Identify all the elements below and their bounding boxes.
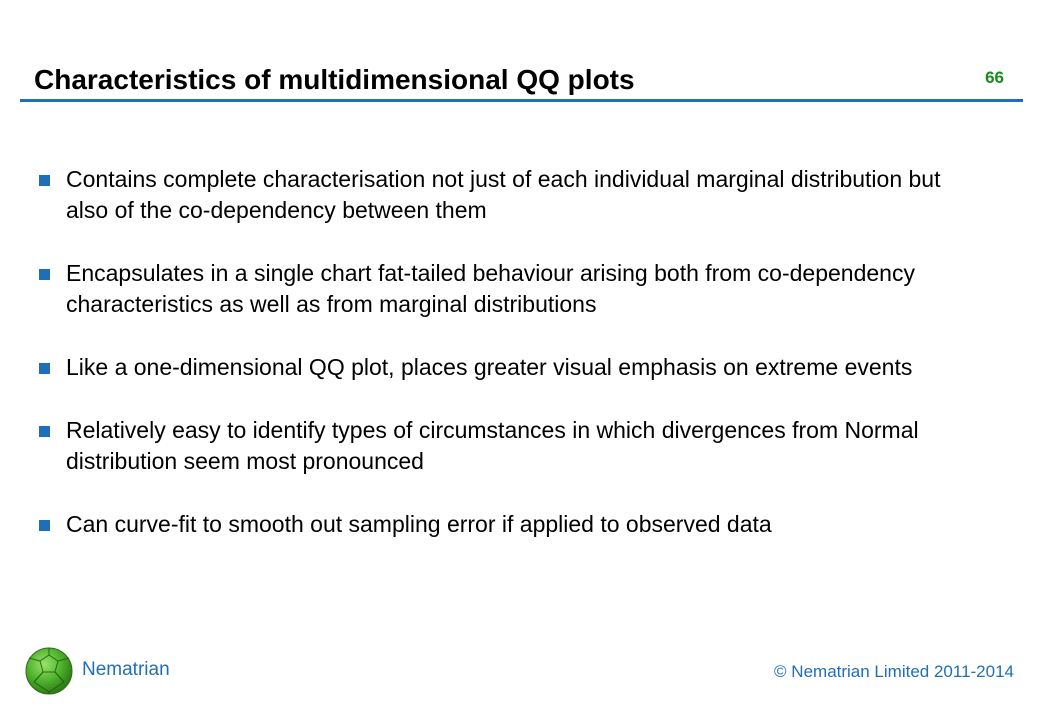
bullet-text: Encapsulates in a single chart fat-tailed behaviour arising both from co-dependency characteristics as well as from marginal distributions [66,260,915,317]
bullet-item [38,258,978,320]
bullet-list [38,164,978,572]
bullet-text: Like a one-dimensional QQ plot, places greater visual emphasis on extreme events [66,354,913,380]
square-bullet-icon [39,426,50,437]
bullet-text: Can curve-fit to smooth out sampling error if applied to observed data [66,511,772,537]
square-bullet-icon [39,175,50,186]
slide-number: 66 [985,68,1004,87]
square-bullet-icon [39,520,50,531]
slide-title: Characteristics of multidimensional QQ plots [34,64,635,95]
bullet-item [38,509,978,540]
bullet-item [38,164,978,226]
copyright-notice: © Nematrian Limited 2011-2014 [774,662,1014,681]
polyhedron-logo-icon [24,646,74,696]
square-bullet-icon [39,363,50,374]
bullet-text: Contains complete characterisation not just of each individual marginal distribution but also of the co-dependency between them [66,166,941,223]
brand-name: Nematrian [82,659,170,680]
square-bullet-icon [39,269,50,280]
bullet-item [38,352,978,383]
title-divider [20,99,1023,102]
bullet-item [38,415,978,477]
bullet-text: Relatively easy to identify types of circumstances in which divergences from Normal distribution seem most pronounced [66,417,919,474]
